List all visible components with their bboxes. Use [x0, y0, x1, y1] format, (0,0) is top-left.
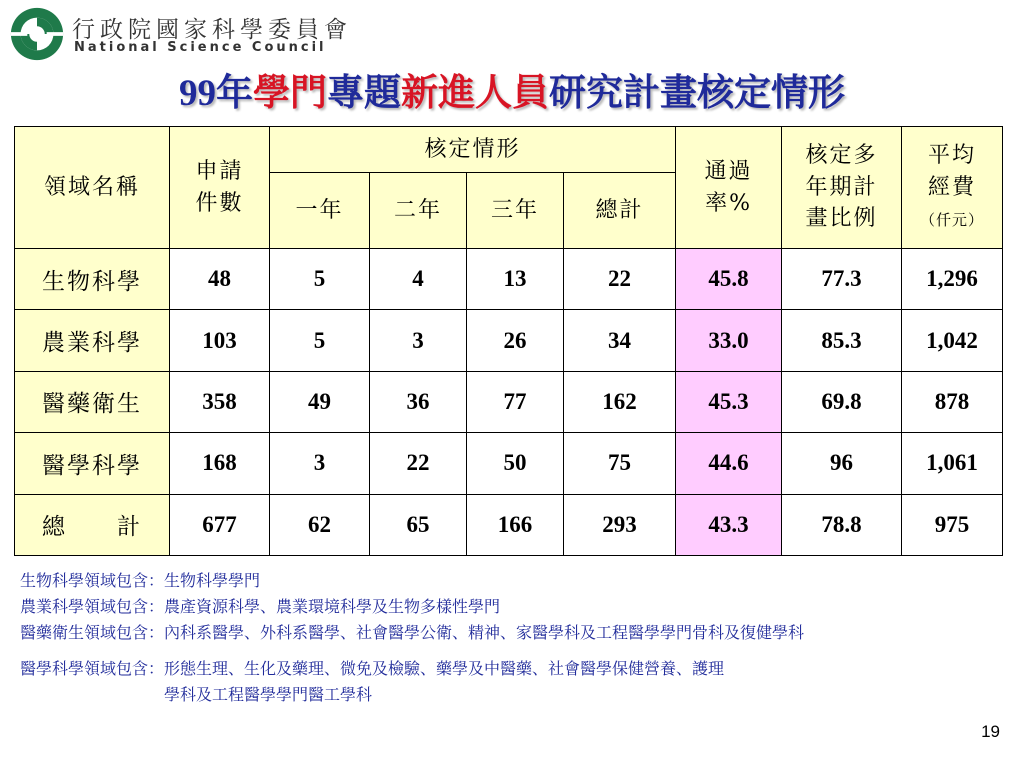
cell-applications: 48: [170, 249, 270, 310]
cell-year2: 22: [370, 433, 467, 494]
cell-year2: 36: [370, 371, 467, 432]
table-row: [15, 249, 1003, 310]
cell-avg-funding: 1,296: [902, 249, 1003, 310]
page-number: 19: [981, 722, 1000, 741]
header-multi-line2: 年期計: [805, 174, 878, 200]
header-multi-year-ratio: [782, 127, 902, 249]
row-field-name: 農業科學: [15, 310, 170, 371]
cell-avg-funding: 1,061: [902, 433, 1003, 494]
cell-multi-year-ratio: 69.8: [782, 371, 902, 432]
table-row: [15, 310, 1003, 371]
cell-avg-funding: 1,042: [902, 310, 1003, 371]
cell-multi-year-ratio: 96: [782, 433, 902, 494]
org-name-zh: 行政院國家科學委員會: [72, 17, 352, 43]
cell-total: 75: [564, 433, 676, 494]
header-applications-line1: 申請: [195, 158, 244, 184]
cell-avg-funding: 975: [902, 494, 1003, 555]
cell-total: 162: [564, 371, 676, 432]
cell-year3: 166: [467, 494, 564, 555]
table-row: [15, 433, 1003, 494]
cell-multi-year-ratio: 77.3: [782, 249, 902, 310]
header-total: 總計: [564, 173, 676, 249]
note-item: [20, 656, 904, 708]
note-text: 內科系醫學、外科系醫學、社會醫學公衛、精神、家醫學科及工程醫學學門骨科及復健學科: [164, 623, 805, 642]
cell-pass-rate: 44.6: [676, 433, 782, 494]
header-pass-rate-line1: 通過: [704, 158, 753, 184]
cell-applications: 677: [170, 494, 270, 555]
cell-avg-funding: 878: [902, 371, 1003, 432]
header-year3: 三年: [467, 173, 564, 249]
header-avg-line1: 平均: [928, 142, 977, 168]
header-pass-rate: [676, 127, 782, 249]
cell-applications: 358: [170, 371, 270, 432]
cell-year3: 50: [467, 433, 564, 494]
cell-total: 293: [564, 494, 676, 555]
title-discipline: 學門: [253, 70, 327, 114]
cell-year2: 3: [370, 310, 467, 371]
cell-year2: 65: [370, 494, 467, 555]
row-field-name: 醫學科學: [15, 433, 170, 494]
field-notes: [20, 568, 904, 708]
cell-year1: 5: [270, 249, 370, 310]
header-year1: 一年: [270, 173, 370, 249]
title-new-researchers: 新進人員: [401, 70, 549, 114]
approval-table: [14, 126, 1003, 556]
cell-total: 22: [564, 249, 676, 310]
note-label: 醫學科學領域包含：: [20, 659, 165, 678]
cell-pass-rate: 43.3: [676, 494, 782, 555]
header-year2: 二年: [370, 173, 467, 249]
cell-multi-year-ratio: 78.8: [782, 494, 902, 555]
cell-applications: 168: [170, 433, 270, 494]
header-applications-line2: 件數: [195, 190, 244, 216]
cell-pass-rate: 45.8: [676, 249, 782, 310]
note-item: [20, 594, 904, 620]
cell-year2: 4: [370, 249, 467, 310]
note-text: 形態生理、生化及藥理、微免及檢驗、藥學及中醫藥、社會醫學保健營養、護理學科及工程醫學學門醫工學科: [164, 659, 725, 704]
cell-year1: 62: [270, 494, 370, 555]
cell-applications: 103: [170, 310, 270, 371]
org-name-en: National Science Council: [74, 40, 327, 55]
note-label: 醫藥衛生領域包含：: [20, 623, 165, 642]
row-field-name: 醫藥衛生: [15, 371, 170, 432]
header-multi-line3: 畫比例: [805, 206, 878, 232]
header-pass-rate-line2: 率%: [705, 190, 752, 216]
row-field-name-total: 總 計: [15, 494, 170, 555]
cell-year1: 5: [270, 310, 370, 371]
header-avg-funding: [902, 127, 1003, 249]
header-field: 領域名稱: [15, 127, 170, 249]
cell-multi-year-ratio: 85.3: [782, 310, 902, 371]
row-field-name: 生物科學: [15, 249, 170, 310]
cell-year3: 13: [467, 249, 564, 310]
note-label: 農業科學領域包含：: [20, 597, 165, 616]
header-avg-line2: 經費: [928, 174, 977, 200]
note-text: 農產資源科學、農業環境科學及生物多樣性學門: [164, 597, 501, 616]
title-year: 99年: [179, 73, 253, 114]
cell-year1: 3: [270, 433, 370, 494]
title-project: 專題: [327, 70, 401, 114]
header-avg-unit: （仟元）: [920, 211, 985, 230]
header-approved: 核定情形: [270, 127, 676, 173]
header-multi-line1: 核定多: [805, 142, 878, 168]
note-label: 生物科學領域包含：: [20, 571, 165, 590]
header-applications: [170, 127, 270, 249]
note-text: 生物科學學門: [164, 571, 261, 590]
table-row-total: [15, 494, 1003, 555]
note-item: [20, 568, 904, 594]
table-row: [15, 371, 1003, 432]
cell-year3: 77: [467, 371, 564, 432]
cell-pass-rate: 45.3: [676, 371, 782, 432]
cell-total: 34: [564, 310, 676, 371]
title-approval-status: 研究計畫核定情形: [549, 70, 845, 114]
note-item: [20, 620, 904, 646]
cell-year1: 49: [270, 371, 370, 432]
cell-pass-rate: 33.0: [676, 310, 782, 371]
cell-year3: 26: [467, 310, 564, 371]
slide-title: [0, 62, 1024, 116]
nsc-logo-icon: [8, 5, 66, 63]
